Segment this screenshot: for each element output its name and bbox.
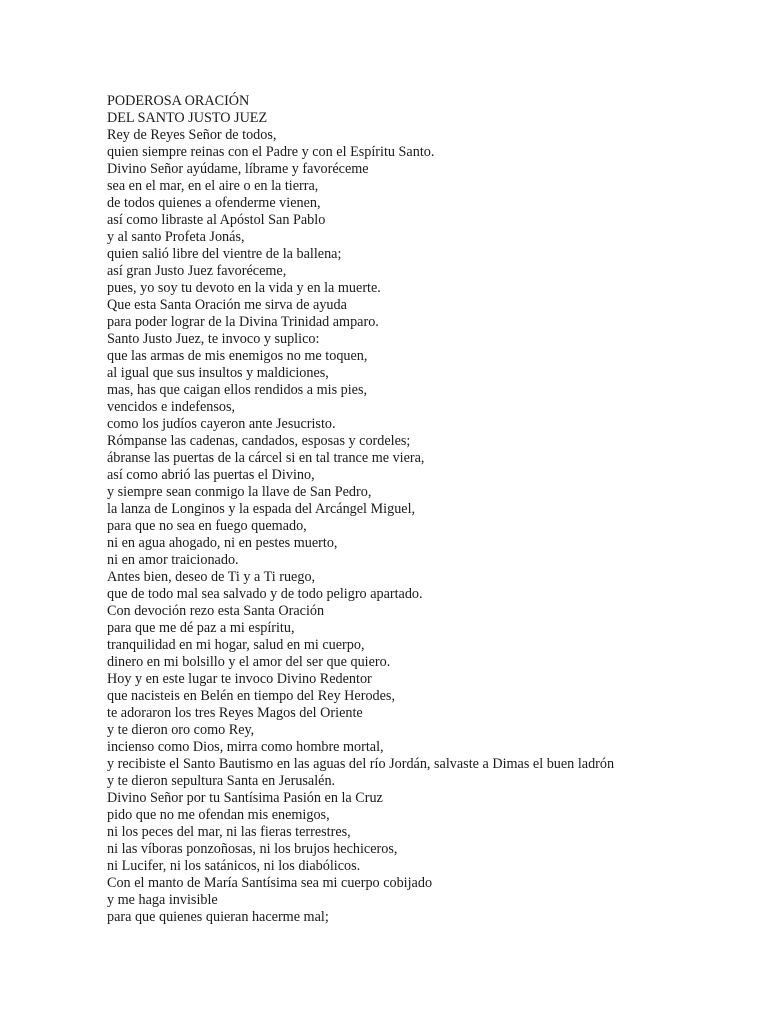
- prayer-line: pido que no me ofendan mis enemigos,: [107, 807, 330, 823]
- prayer-line: Hoy y en este lugar te invoco Divino Redentor: [107, 671, 372, 687]
- prayer-line: al igual que sus insultos y maldiciones,: [107, 365, 329, 381]
- prayer-line: ni los peces del mar, ni las fieras terrestres,: [107, 824, 351, 840]
- prayer-line: ábranse las puertas de la cárcel si en tal trance me viera,: [107, 450, 425, 466]
- prayer-text: [107, 93, 757, 926]
- prayer-line: para que no sea en fuego quemado,: [107, 518, 307, 534]
- prayer-line: ni Lucifer, ni los satánicos, ni los diabólicos.: [107, 858, 361, 874]
- prayer-line: Antes bien, deseo de Ti y a Ti ruego,: [107, 569, 316, 585]
- document-title-line-2: DEL SANTO JUSTO JUEZ: [107, 110, 268, 126]
- prayer-line: sea en el mar, en el aire o en la tierra,: [107, 178, 319, 194]
- prayer-line: como los judíos cayeron ante Jesucristo.: [107, 416, 336, 432]
- prayer-line: y te dieron sepultura Santa en Jerusalén.: [107, 773, 336, 789]
- prayer-line: Santo Justo Juez, te invoco y suplico:: [107, 331, 320, 347]
- prayer-line: Con el manto de María Santísima sea mi cuerpo cobijado: [107, 875, 433, 891]
- prayer-line: dinero en mi bolsillo y el amor del ser que quiero.: [107, 654, 391, 670]
- prayer-line: que las armas de mis enemigos no me toquen,: [107, 348, 368, 364]
- prayer-line: quien salió libre del vientre de la ballena;: [107, 246, 342, 262]
- prayer-line: tranquilidad en mi hogar, salud en mi cuerpo,: [107, 637, 365, 653]
- prayer-line: Divino Señor ayúdame, líbrame y favoréceme: [107, 161, 369, 177]
- document-title-line-1: PODEROSA ORACIÓN: [107, 93, 250, 109]
- prayer-line: ni en amor traicionado.: [107, 552, 239, 568]
- prayer-line: que nacisteis en Belén en tiempo del Rey Herodes,: [107, 688, 395, 704]
- prayer-line: y recibiste el Santo Bautismo en las aguas del río Jordán, salvaste a Dimas el buen ladrón: [107, 756, 615, 772]
- prayer-line: así como libraste al Apóstol San Pablo: [107, 212, 326, 228]
- prayer-line: la lanza de Longinos y la espada del Arcángel Miguel,: [107, 501, 416, 517]
- prayer-line: de todos quienes a ofenderme vienen,: [107, 195, 321, 211]
- prayer-line: vencidos e indefensos,: [107, 399, 236, 415]
- prayer-line: quien siempre reinas con el Padre y con el Espíritu Santo.: [107, 144, 435, 160]
- prayer-line: pues, yo soy tu devoto en la vida y en la muerte.: [107, 280, 381, 296]
- prayer-line: mas, has que caigan ellos rendidos a mis pies,: [107, 382, 368, 398]
- prayer-line: ni en agua ahogado, ni en pestes muerto,: [107, 535, 338, 551]
- prayer-line: Con devoción rezo esta Santa Oración: [107, 603, 325, 619]
- prayer-line: Que esta Santa Oración me sirva de ayuda: [107, 297, 347, 313]
- prayer-line: y te dieron oro como Rey,: [107, 722, 255, 738]
- prayer-line: así como abrió las puertas el Divino,: [107, 467, 315, 483]
- prayer-line: y al santo Profeta Jonás,: [107, 229, 245, 245]
- prayer-line: ni las víboras ponzoñosas, ni los brujos hechiceros,: [107, 841, 398, 857]
- prayer-line: y me haga invisible: [107, 892, 218, 908]
- prayer-line: Divino Señor por tu Santísima Pasión en la Cruz: [107, 790, 383, 806]
- prayer-line: te adoraron los tres Reyes Magos del Oriente: [107, 705, 363, 721]
- prayer-line: así gran Justo Juez favoréceme,: [107, 263, 287, 279]
- prayer-line: que de todo mal sea salvado y de todo peligro apartado.: [107, 586, 423, 602]
- prayer-line: para que me dé paz a mi espíritu,: [107, 620, 295, 636]
- prayer-line: incienso como Dios, mirra como hombre mortal,: [107, 739, 384, 755]
- prayer-line: para que quienes quieran hacerme mal;: [107, 909, 329, 925]
- prayer-line: y siempre sean conmigo la llave de San Pedro,: [107, 484, 372, 500]
- prayer-line: Rey de Reyes Señor de todos,: [107, 127, 277, 143]
- prayer-line: Rómpanse las cadenas, candados, esposas y cordeles;: [107, 433, 411, 449]
- prayer-line: para poder lograr de la Divina Trinidad amparo.: [107, 314, 379, 330]
